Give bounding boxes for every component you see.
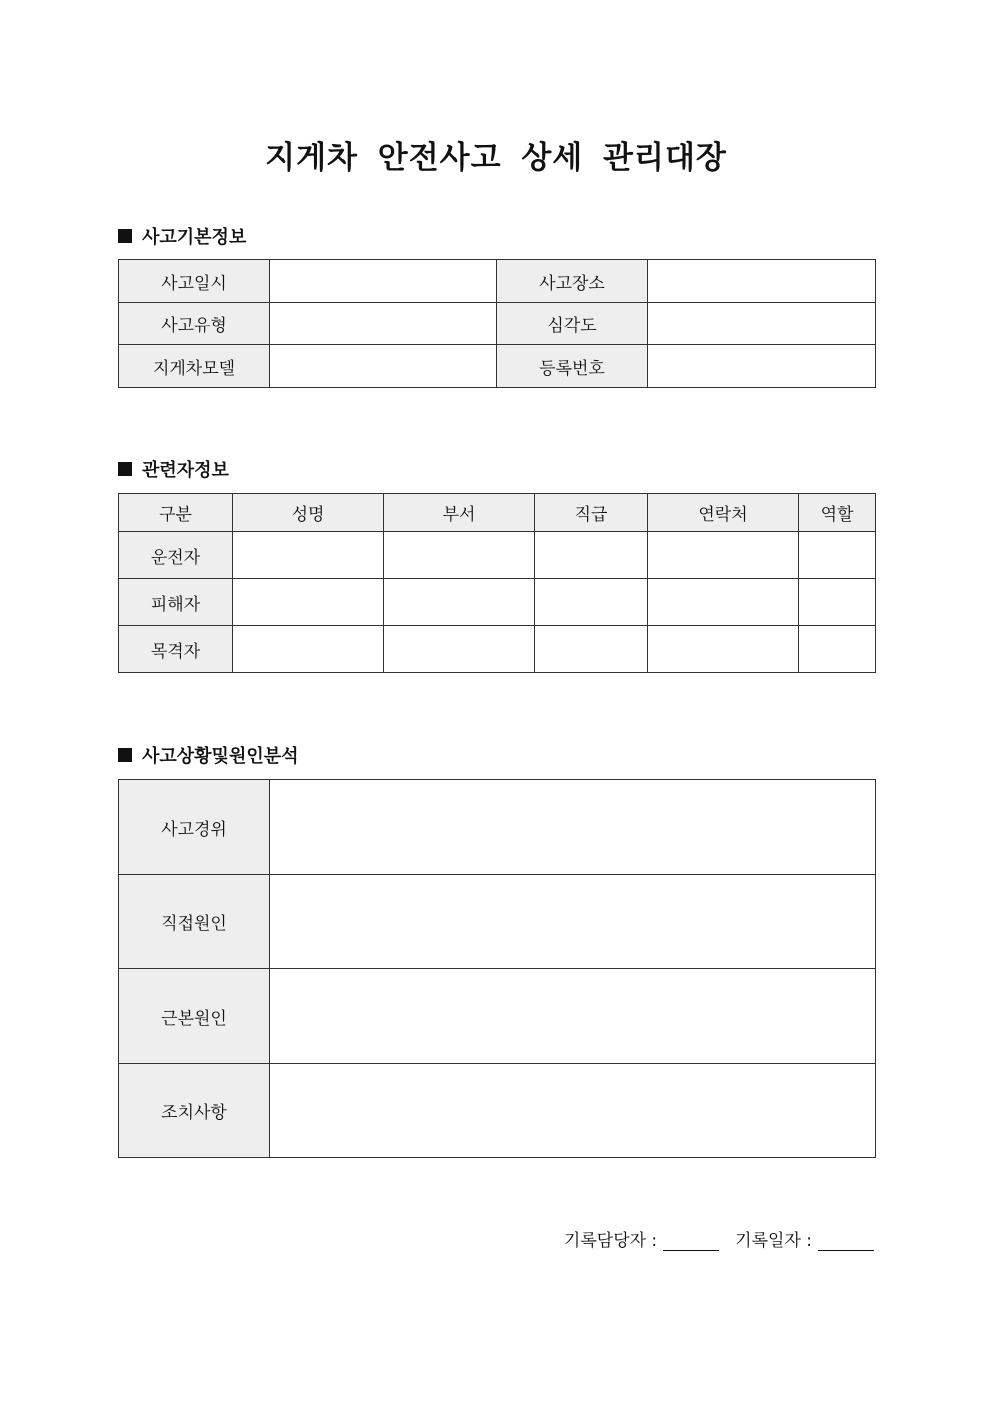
- section-heading-label: 사고상황및원인분석: [142, 746, 299, 767]
- table-row: [119, 579, 876, 626]
- label-accident-type: 사고유형: [119, 303, 270, 345]
- column-header-position: 직급: [535, 494, 648, 532]
- table-row: [119, 532, 876, 579]
- label-accident-datetime: 사고일시: [119, 260, 270, 303]
- field-driver-department[interactable]: [384, 532, 535, 579]
- footer-signature: [564, 1226, 874, 1251]
- field-driver-contact[interactable]: [648, 532, 799, 579]
- basic-info-table: [118, 259, 876, 388]
- column-header-category: 구분: [119, 494, 233, 532]
- table-header-row: [119, 494, 876, 532]
- section-heading-label: 사고기본정보: [142, 227, 247, 248]
- field-accident-circumstances[interactable]: [270, 780, 876, 875]
- label-registration-number: 등록번호: [497, 345, 648, 388]
- section-heading-analysis: [118, 742, 299, 768]
- label-severity: 심각도: [497, 303, 648, 345]
- field-registration-number[interactable]: [648, 345, 876, 388]
- row-label-driver: 운전자: [119, 532, 233, 579]
- table-row: [119, 1064, 876, 1158]
- column-header-contact: 연락처: [648, 494, 799, 532]
- square-bullet-icon: [118, 462, 132, 476]
- section-heading-people-info: [118, 456, 229, 482]
- field-witness-name[interactable]: [233, 626, 384, 673]
- table-row: [119, 626, 876, 673]
- row-label-witness: 목격자: [119, 626, 233, 673]
- table-row: [119, 303, 876, 345]
- field-witness-role[interactable]: [799, 626, 876, 673]
- label-accident-location: 사고장소: [497, 260, 648, 303]
- field-victim-position[interactable]: [535, 579, 648, 626]
- field-accident-datetime[interactable]: [270, 260, 497, 303]
- field-driver-name[interactable]: [233, 532, 384, 579]
- table-row: [119, 260, 876, 303]
- field-victim-name[interactable]: [233, 579, 384, 626]
- field-victim-contact[interactable]: [648, 579, 799, 626]
- label-root-cause: 근본원인: [119, 969, 270, 1064]
- field-victim-department[interactable]: [384, 579, 535, 626]
- field-victim-role[interactable]: [799, 579, 876, 626]
- field-witness-position[interactable]: [535, 626, 648, 673]
- square-bullet-icon: [118, 748, 132, 762]
- section-heading-basic-info: [118, 223, 246, 249]
- field-severity[interactable]: [648, 303, 876, 345]
- field-root-cause[interactable]: [270, 969, 876, 1064]
- column-header-department: 부서: [384, 494, 535, 532]
- field-witness-department[interactable]: [384, 626, 535, 673]
- row-label-victim: 피해자: [119, 579, 233, 626]
- table-row: [119, 780, 876, 875]
- column-header-name: 성명: [233, 494, 384, 532]
- recorder-label: 기록담당자 :: [563, 1231, 658, 1251]
- field-forklift-model[interactable]: [270, 345, 497, 388]
- field-driver-position[interactable]: [535, 532, 648, 579]
- section-heading-label: 관련자정보: [142, 460, 229, 481]
- column-header-role: 역할: [799, 494, 876, 532]
- people-info-table: [118, 493, 876, 673]
- table-row: [119, 875, 876, 969]
- field-witness-contact[interactable]: [648, 626, 799, 673]
- field-accident-location[interactable]: [648, 260, 876, 303]
- field-corrective-actions[interactable]: [270, 1064, 876, 1158]
- record-date-label: 기록일자 :: [735, 1231, 812, 1251]
- label-accident-circumstances: 사고경위: [119, 780, 270, 875]
- page-title: 지게차 안전사고 상세 관리대장: [265, 140, 727, 176]
- analysis-table: [118, 779, 876, 1158]
- table-row: [119, 969, 876, 1064]
- square-bullet-icon: [118, 229, 132, 243]
- field-driver-role[interactable]: [799, 532, 876, 579]
- record-date-blank-field[interactable]: [818, 1232, 874, 1251]
- label-direct-cause: 직접원인: [119, 875, 270, 969]
- table-row: [119, 345, 876, 388]
- recorder-blank-field[interactable]: [663, 1232, 719, 1251]
- label-forklift-model: 지게차모델: [119, 345, 270, 388]
- field-direct-cause[interactable]: [270, 875, 876, 969]
- label-corrective-actions: 조치사항: [119, 1064, 270, 1158]
- field-accident-type[interactable]: [270, 303, 497, 345]
